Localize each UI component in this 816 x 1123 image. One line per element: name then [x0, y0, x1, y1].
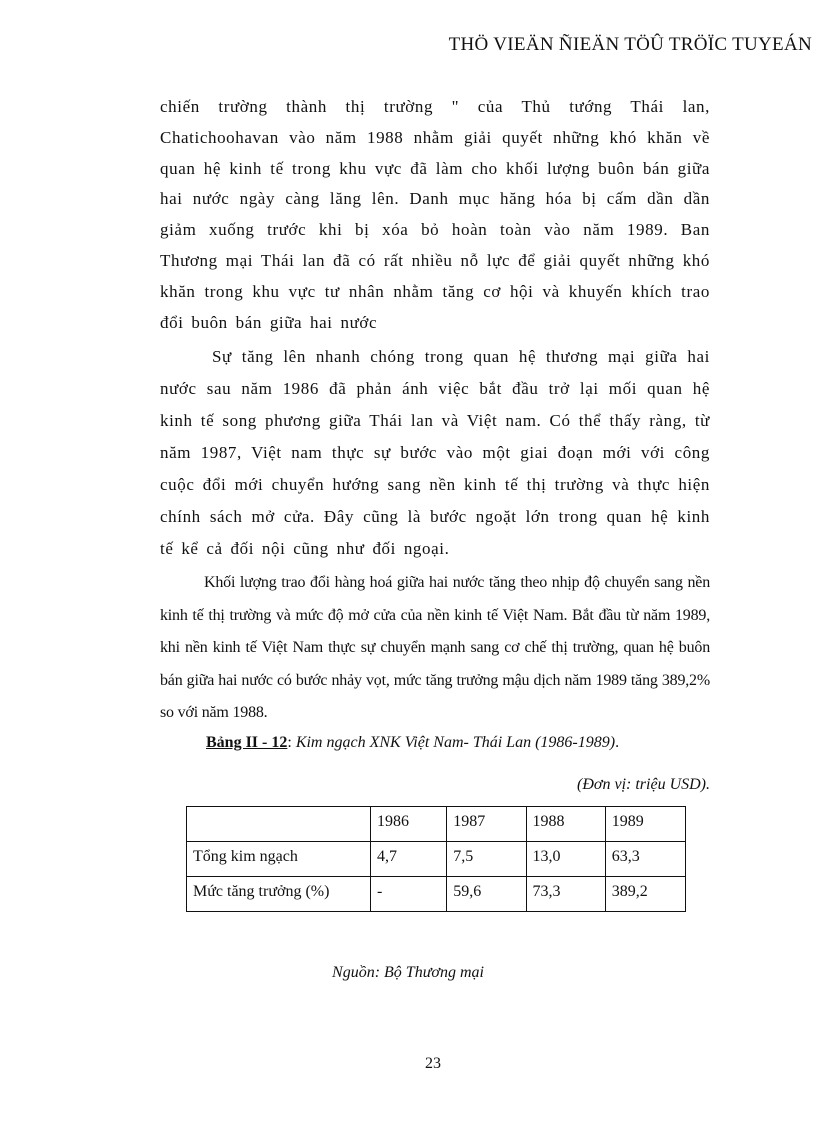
page-header: THÖ VIEÄN ÑIEÄN TÖÛ TRÖÏC TUYEÁN: [448, 34, 812, 55]
table-cell: 59,6: [447, 877, 526, 912]
table-caption-end: .: [615, 734, 620, 751]
table-caption: [206, 734, 706, 752]
paragraph-3: [160, 567, 710, 730]
unit-note: (Đơn vị: triệu USD).: [577, 776, 710, 793]
table-row-label: Mức tăng trưởng (%): [187, 877, 371, 912]
paragraph-2-text: Sự tăng lên nhanh chóng trong quan hệ thương mại giữa hai nước sau năm 1986 đã phản ánh việc bắt đầu trở lại mối quan hệ kinh tế song phương giữa Thái lan và Việt nam. Có thể thấy ràng, từ năm 1987, Việt nam thực sự bước vào một giai đoạn mới với công cuộc đổi mới chuyển hướng sang nền kinh tế thị trường và thực hiện chính sách mở cửa. Đây cũng là bước ngoặt lớn trong quan hệ kinh tế kể cả đối nội cũng như đối ngoại.: [160, 347, 710, 558]
table-cell: 13,0: [526, 842, 605, 877]
table-row-label: Tổng kim ngạch: [187, 842, 371, 877]
table-header-row: [187, 807, 686, 842]
table-header-cell: 1988: [526, 807, 605, 842]
paragraph-3-text: Khối lượng trao đổi hàng hoá giữa hai nước tăng theo nhịp độ chuyển sang nền kinh tế thị trường và mức độ mở cửa của nền kinh tế Việt Nam. Bắt đầu từ năm 1989, khi nền kinh tế Việt Nam thực sự chuyển mạnh sang cơ chế thị trường, quan hệ buôn bán giữa hai nước có bước nhảy vọt, mức tăng trưởng mậu dịch năm 1989 tăng 389,2% so với năm 1988.: [160, 574, 710, 721]
table-cell: 389,2: [605, 877, 685, 912]
page-number: 23: [425, 1055, 441, 1072]
trade-table: [186, 806, 686, 912]
table-header-cell: 1987: [447, 807, 526, 842]
table-header-cell: 1986: [371, 807, 447, 842]
table-cell: 63,3: [605, 842, 685, 877]
table-cell: -: [371, 877, 447, 912]
table-cell: 4,7: [371, 842, 447, 877]
paragraph-1: [160, 92, 710, 338]
table-caption-title: Kim ngạch XNK Việt Nam- Thái Lan (1986-1989): [295, 734, 616, 751]
paragraph-2: [160, 341, 710, 565]
table-row: [187, 842, 686, 877]
table-caption-separator: :: [287, 734, 296, 751]
table-cell: 7,5: [447, 842, 526, 877]
table-header-cell: [187, 807, 371, 842]
table-cell: 73,3: [526, 877, 605, 912]
table-source: Nguồn: Bộ Thương mại: [332, 964, 484, 981]
table-row: [187, 877, 686, 912]
table-header-cell: 1989: [605, 807, 685, 842]
table-caption-label: Bảng II - 12: [206, 734, 288, 751]
paragraph-1-text: chiến trường thành thị trường " của Thủ tướng Thái lan, Chatichoohavan vào năm 1988 nhằm giải quyết những khó khăn về quan hệ kinh tế trong khu vực đã làm cho khối lượng buôn bán giữa hai nước ngày càng lăng lên. Danh mục hăng hóa bị cấm dần dần giảm xuống trước khi bị xóa bỏ hoàn toàn vào năm 1989. Ban Thương mại Thái lan đã có rất nhiều nỗ lực để giải quyết những khó khăn trong khu vực tư nhân nhằm tăng cơ hội và khuyến khích trao đổi buôn bán giữa hai nước: [160, 97, 710, 332]
